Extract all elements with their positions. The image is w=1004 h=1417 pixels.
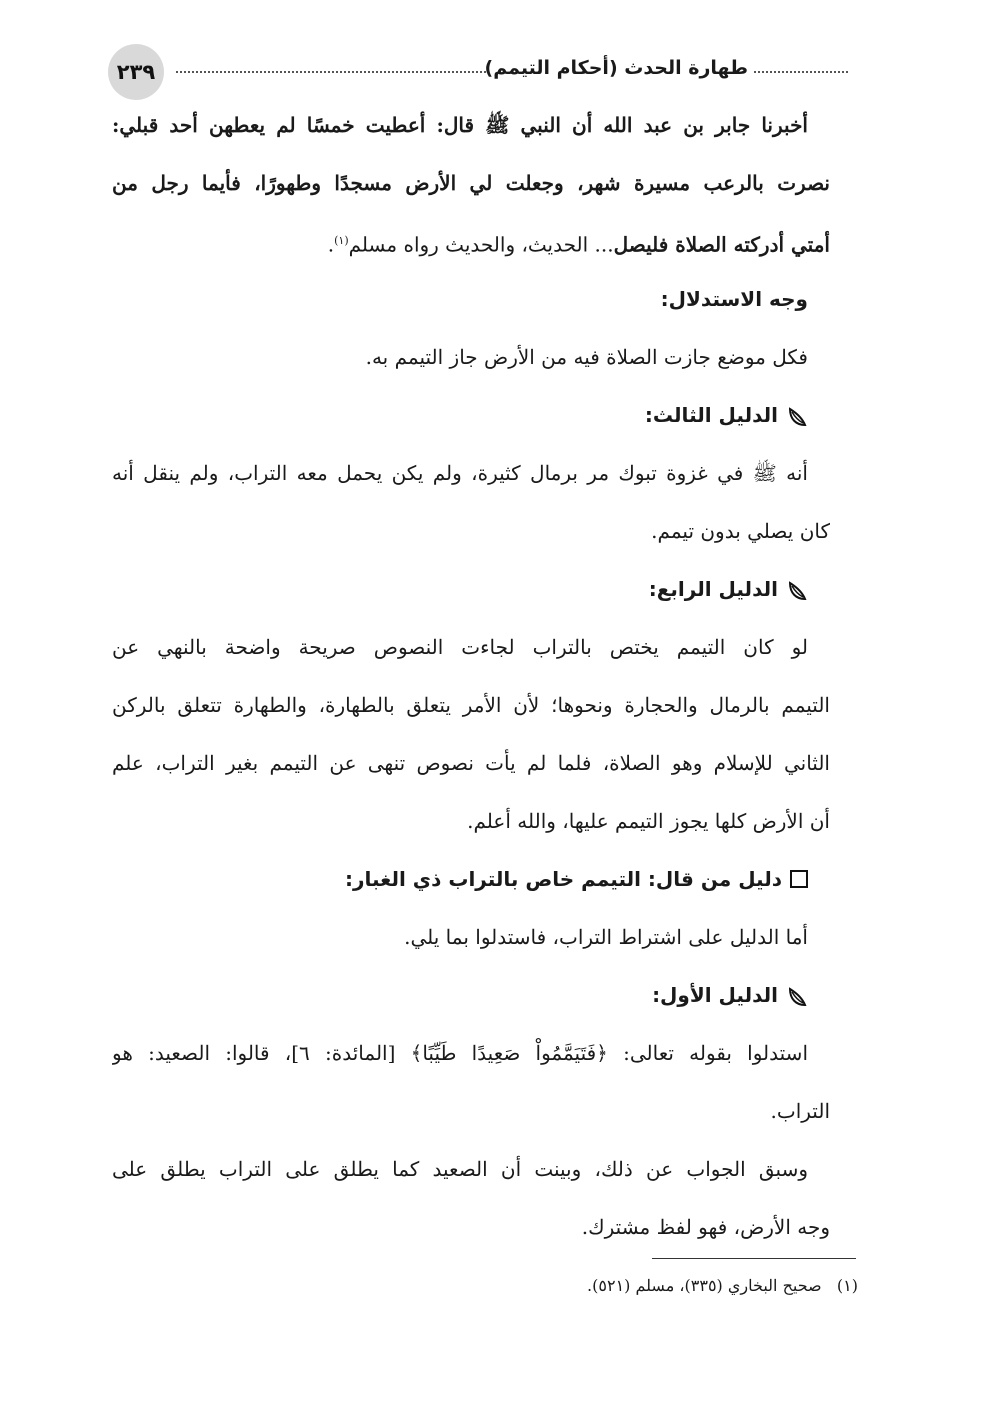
paragraph-hadith-line-1: أخبرنا جابر بن عبد الله أن النبي ﷺ قال: أعطيت خمسًا لم يعطهن أحد قبلي:: [112, 113, 808, 137]
paragraph-hadith-line-3: [112, 212, 830, 270]
paragraph-third-line-2: كان يصلي بدون تيمم.: [651, 519, 830, 543]
footnote-reference: (١): [334, 234, 349, 247]
footnote-number: (١): [836, 1276, 858, 1295]
header-dotted-leader-right: [754, 71, 848, 73]
hadith-tail: ... الحديث، والحديث رواه مسلم: [348, 232, 614, 257]
page-body: [112, 96, 830, 1256]
header-title: طهارة الحدث (أحكام التيمم): [484, 57, 748, 79]
paragraph-answer-line-1: وسبق الجواب عن ذلك، وبينت أن الصعيد كما يطلق على التراب يطلق على: [112, 1157, 808, 1181]
paragraph-fourth-line-1: لو كان التيمم يختص بالتراب لجاءت النصوص صريحة واضحة بالنهي عن: [112, 635, 808, 659]
heading-first-label: الدليل الأول:: [652, 983, 778, 1007]
paragraph-fourth-line-2: التيمم بالرمال والحجارة ونحوها؛ لأن الأمر يتعلق بالطهارة، والطهارة تتعلق بالركن: [112, 693, 830, 717]
footnote: [300, 1276, 858, 1295]
heading-wajh-istidlal: وجه الاستدلال:: [660, 287, 808, 311]
verse-intro: استدلوا بقوله تعالى:: [607, 1041, 808, 1065]
hadith-bold-end: أمتي أدركته الصلاة فليصل: [613, 232, 830, 257]
leaf-bullet-icon: [786, 406, 808, 428]
paragraph-answer-line-2: وجه الأرض، فهو لفظ مشترك.: [581, 1215, 830, 1239]
paragraph-third-line-1: أنه ﷺ في غزوة تبوك مر برمال كثيرة، ولم يكن يحمل معه التراب، ولم ينقل أنه: [112, 461, 808, 485]
paragraph-wajh: فكل موضع جازت الصلاة فيه من الأرض جاز التيمم به.: [365, 345, 808, 369]
heading-third-evidence: [112, 386, 830, 444]
paragraph-first-line-2: التراب.: [770, 1099, 830, 1123]
heading-section-label: دليل من قال: التيمم خاص بالتراب ذي الغبار:: [344, 867, 782, 891]
paragraph-fourth-line-3: الثاني للإسلام وهو الصلاة، فلما لم يأت نصوص تنهى عن التيمم بغير التراب، علم: [112, 751, 830, 775]
page-number: ٢٣٩: [108, 44, 164, 100]
running-header: [108, 44, 848, 102]
header-dotted-leader-left: [176, 71, 486, 73]
leaf-bullet-icon: [786, 580, 808, 602]
leaf-bullet-icon: [786, 986, 808, 1008]
heading-third-label: الدليل الثالث:: [644, 403, 778, 427]
paragraph-hadith-line-2: نصرت بالرعب مسيرة شهر، وجعلت لي الأرض مسجدًا وطهورًا، فأيما رجل من: [112, 171, 830, 195]
quran-verse: ﴿فَتَيَمَّمُواْ صَعِيدًا طَيِّبًا﴾: [410, 1041, 608, 1065]
heading-fourth-label: الدليل الرابع:: [648, 577, 778, 601]
heading-fourth-evidence: [112, 560, 830, 618]
square-box-icon: [790, 870, 808, 888]
footnote-separator: [652, 1258, 856, 1259]
paragraph-fourth-line-4: أن الأرض كلها يجوز التيمم عليها، والله أعلم.: [467, 809, 830, 833]
heading-section-dust: [112, 850, 830, 908]
paragraph-first-line-1: [112, 1024, 830, 1082]
heading-first-evidence: [112, 966, 830, 1024]
paragraph-conditions: أما الدليل على اشتراط التراب، فاستدلوا بما يلي.: [404, 925, 808, 949]
hadith-period: .: [327, 232, 335, 257]
footnote-text: صحيح البخاري (٣٣٥)، مسلم (٥٢١).: [587, 1276, 822, 1295]
verse-citation: [المائدة: ٦]، قالوا: الصعيد: هو: [112, 1041, 411, 1065]
